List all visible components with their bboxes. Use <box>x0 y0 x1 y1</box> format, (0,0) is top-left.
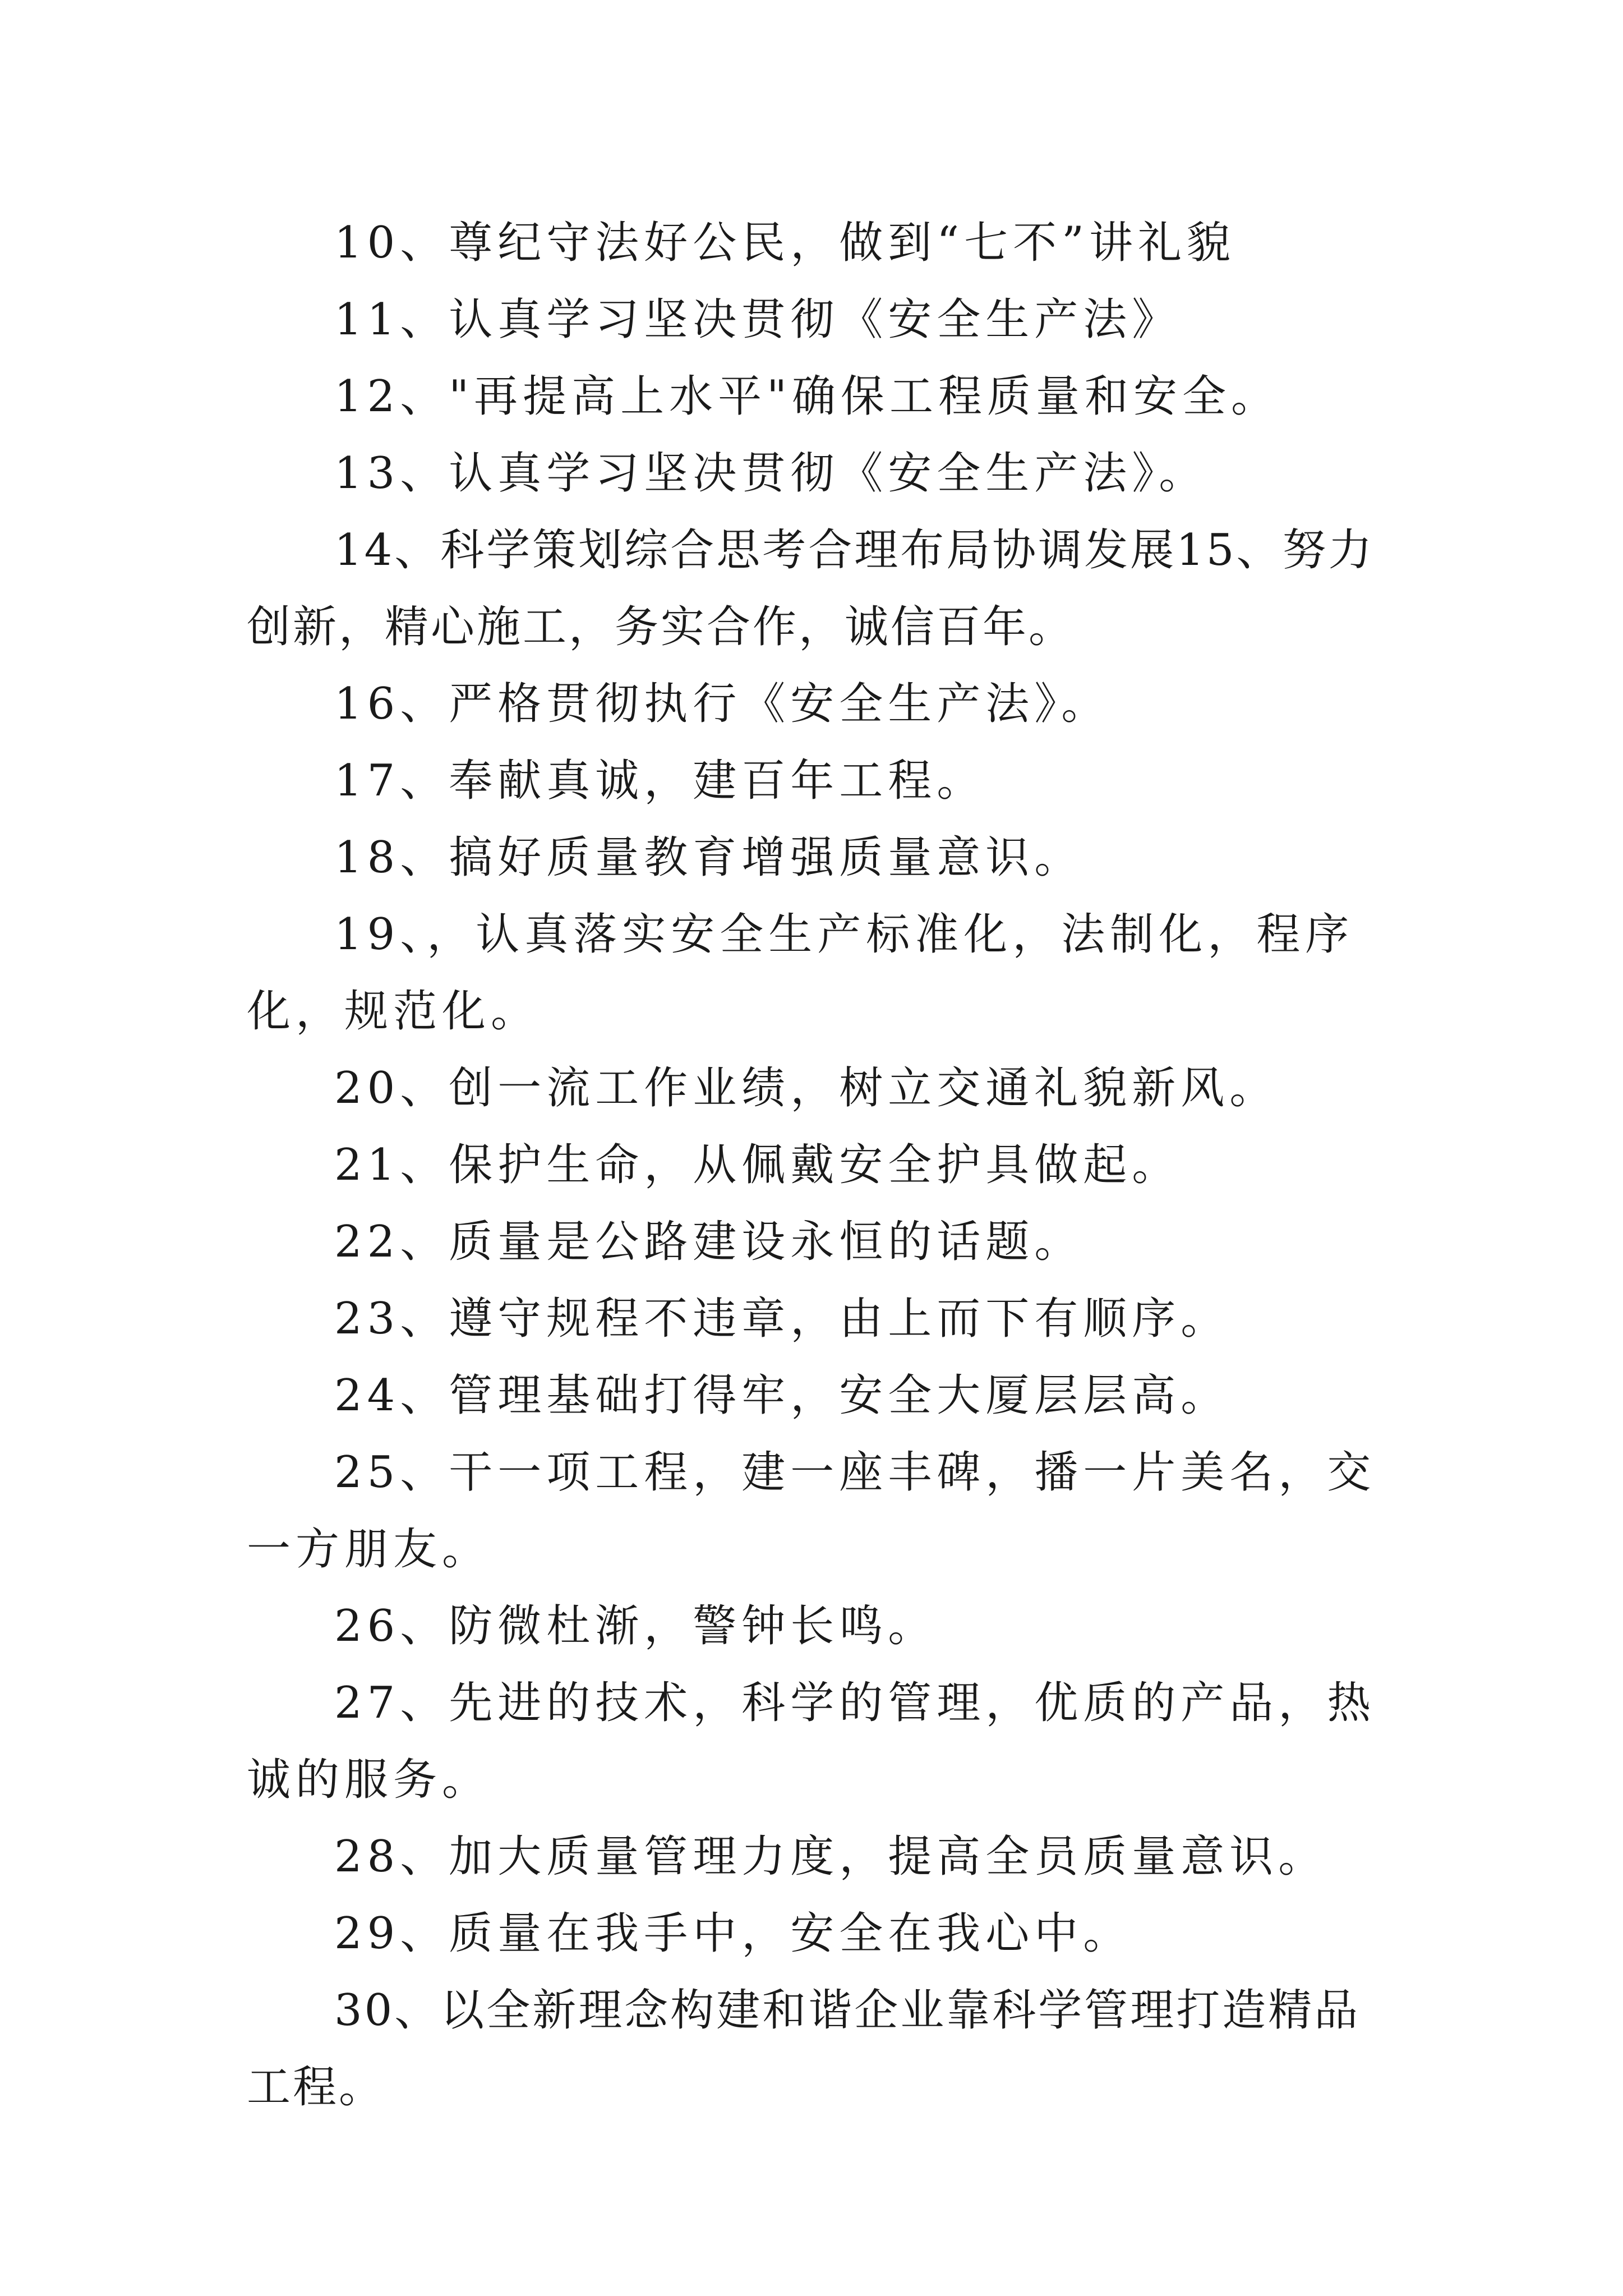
list-item: 16、严格贯彻执行《安全生产法》。 <box>334 679 1110 729</box>
list-item: 10、尊纪守法好公民，做到“七不”讲礼貌 <box>334 218 1236 268</box>
list-item: 30、以全新理念构建和谐企业靠科学管理打造精品工程。 <box>247 1985 1361 2113</box>
list-item: 18、搞好质量教育增强质量意识。 <box>334 832 1083 883</box>
list-item: 23、遵守规程不违章，由上而下有顺序。 <box>334 1294 1230 1344</box>
list-item: 29、质量在我手中，安全在我心中。 <box>334 1908 1132 1959</box>
list-item: 28、加大质量管理力度，提高全员质量意识。 <box>334 1832 1327 1882</box>
list-item: 13、认真学习坚决贯彻《安全生产法》。 <box>334 448 1208 499</box>
document-body <box>247 205 1391 2126</box>
list-item: 14、科学策划综合思考合理布局协调发展15、努力创新，精心施工，务实合作，诚信百年。 <box>247 525 1375 652</box>
list-item: 26、防微杜渐，警钟长鸣。 <box>334 1601 937 1651</box>
list-item: 27、先进的技术，科学的管理，优质的产品，热诚的服务。 <box>247 1678 1376 1805</box>
list-item: 11、认真学习坚决贯彻《安全生产法》 <box>334 295 1181 345</box>
list-item: 22、质量是公路建设永恒的话题。 <box>334 1217 1083 1267</box>
list-item: 17、奉献真诚，建百年工程。 <box>334 756 986 806</box>
list-item: 21、保护生命，从佩戴安全护具做起。 <box>334 1140 1181 1190</box>
list-item: 25、干一项工程，建一座丰碑，播一片美名，交一方朋友。 <box>247 1447 1376 1575</box>
list-item: 19、，认真落实安全生产标准化，法制化，程序化，规范化。 <box>247 909 1354 1037</box>
list-item: 20、创一流工作业绩，树立交通礼貌新风。 <box>334 1063 1279 1114</box>
list-item: 12、"再提高上水平"确保工程质量和安全。 <box>334 371 1280 422</box>
list-item: 24、管理基础打得牢，安全大厦层层高。 <box>334 1370 1230 1421</box>
